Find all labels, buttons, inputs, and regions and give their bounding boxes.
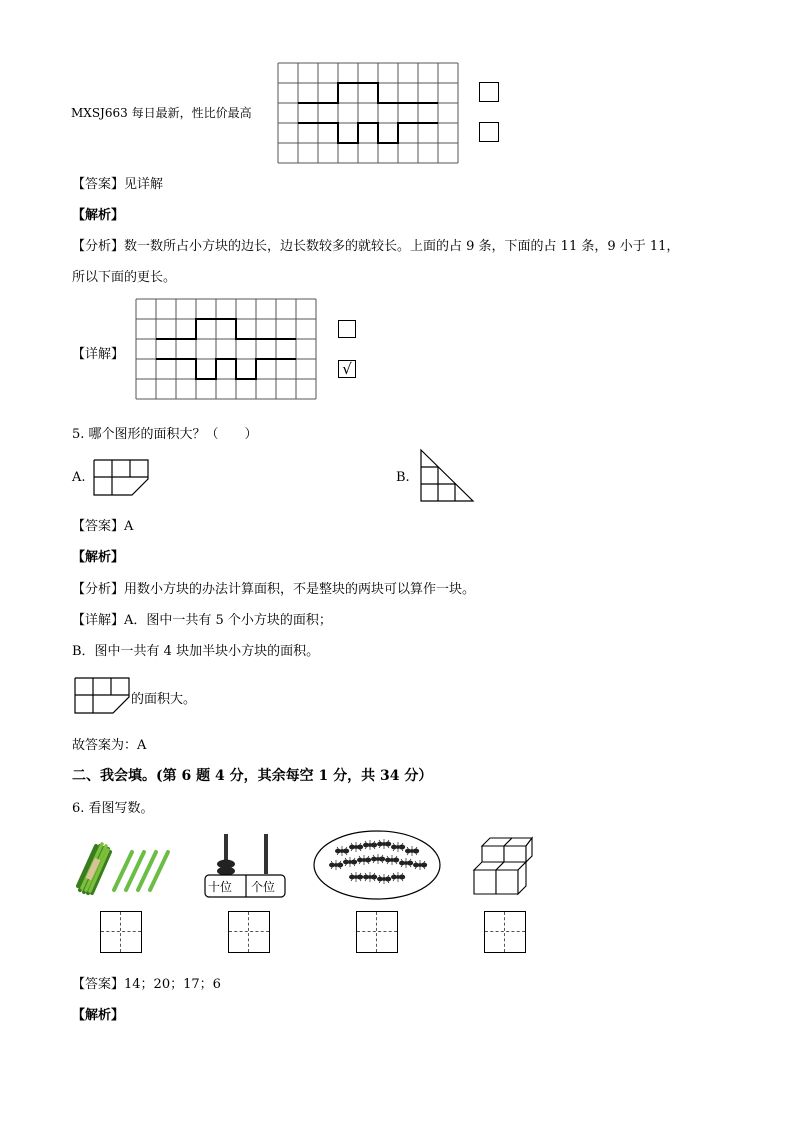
- q4-analysis-heading: 【解析】: [72, 208, 125, 223]
- q5-option-a-label: A.: [72, 470, 86, 485]
- q4-detail-label: 【详解】: [72, 347, 125, 362]
- ants-oval-icon: [312, 829, 442, 901]
- answer-box-top[interactable]: [479, 82, 499, 102]
- check-mark: √: [342, 360, 352, 378]
- ant-icon: [343, 857, 357, 867]
- q5-conclusion: 的面积大。: [131, 692, 197, 707]
- q5-answer: 【答案】A: [72, 519, 134, 534]
- answer-box-1[interactable]: [100, 911, 142, 953]
- ant-icon: [413, 860, 427, 870]
- abacus-ones-label: 个位: [251, 880, 276, 894]
- ant-icon: [349, 842, 363, 852]
- detail-box-bottom: [338, 360, 356, 378]
- ant-icon: [377, 874, 391, 884]
- ant-icon: [363, 840, 377, 850]
- shape-b-icon: [419, 448, 475, 504]
- q4-detail-grid: [135, 298, 325, 400]
- ant-icon: [363, 872, 377, 882]
- section2-heading: 二、我会填。(第 6 题 4 分，其余每空 1 分，共 34 分）: [72, 768, 433, 784]
- shape-a-small-icon: [74, 677, 132, 715]
- q6-answer: 【答案】14；20；17；6: [72, 977, 221, 992]
- ant-icon: [371, 854, 385, 864]
- answer-box-4[interactable]: [484, 911, 526, 953]
- q5-analysis: 【分析】用数小方块的办法计算面积，不是整块的两块可以算作一块。: [72, 582, 476, 597]
- ant-icon: [335, 846, 349, 856]
- ant-icon: [391, 842, 405, 852]
- ant-icon: [357, 855, 371, 865]
- answer-box-2[interactable]: [228, 911, 270, 953]
- q4-analysis-line2: 所以下面的更长。: [72, 270, 177, 285]
- ant-icon: [377, 839, 391, 849]
- q5-detail-a: 【详解】A．图中一共有 5 个小方块的面积；: [72, 613, 332, 628]
- q5-detail-b: B．图中一共有 4 块加半块小方块的面积。: [72, 644, 320, 659]
- ant-icon: [385, 855, 399, 865]
- q4-top-grid: [277, 62, 467, 164]
- answer-box-bottom[interactable]: [479, 122, 499, 142]
- ant-icon: [405, 846, 419, 856]
- ant-icon: [399, 858, 413, 868]
- q6-analysis-heading: 【解析】: [72, 1008, 125, 1023]
- q4-answer: 【答案】见详解: [72, 177, 164, 192]
- cubes-icon: [472, 836, 534, 898]
- q5-question: 5. 哪个图形的面积大？（ ）: [72, 427, 258, 442]
- ant-icon: [349, 872, 363, 882]
- q5-final: 故答案为：A: [72, 738, 147, 753]
- abacus-tens-label: 十位: [208, 880, 233, 894]
- watermark-text: MXSJ663 每日最新，性比价最高: [71, 106, 252, 120]
- q6-question: 6. 看图写数。: [72, 801, 154, 816]
- q4-analysis-line1: 【分析】数一数所占小方块的边长，边长数较多的就较长。上面的占 9 条，下面的占 11 条，9 小于 11，: [72, 239, 680, 254]
- ant-icon: [329, 860, 343, 870]
- ant-icon: [391, 872, 405, 882]
- answer-box-3[interactable]: [356, 911, 398, 953]
- detail-box-top: [338, 320, 356, 338]
- q5-option-b-label: B.: [396, 470, 410, 485]
- q5-analysis-heading: 【解析】: [72, 550, 125, 565]
- sticks-bundle-icon: [72, 838, 177, 898]
- shape-a-icon: [93, 459, 151, 497]
